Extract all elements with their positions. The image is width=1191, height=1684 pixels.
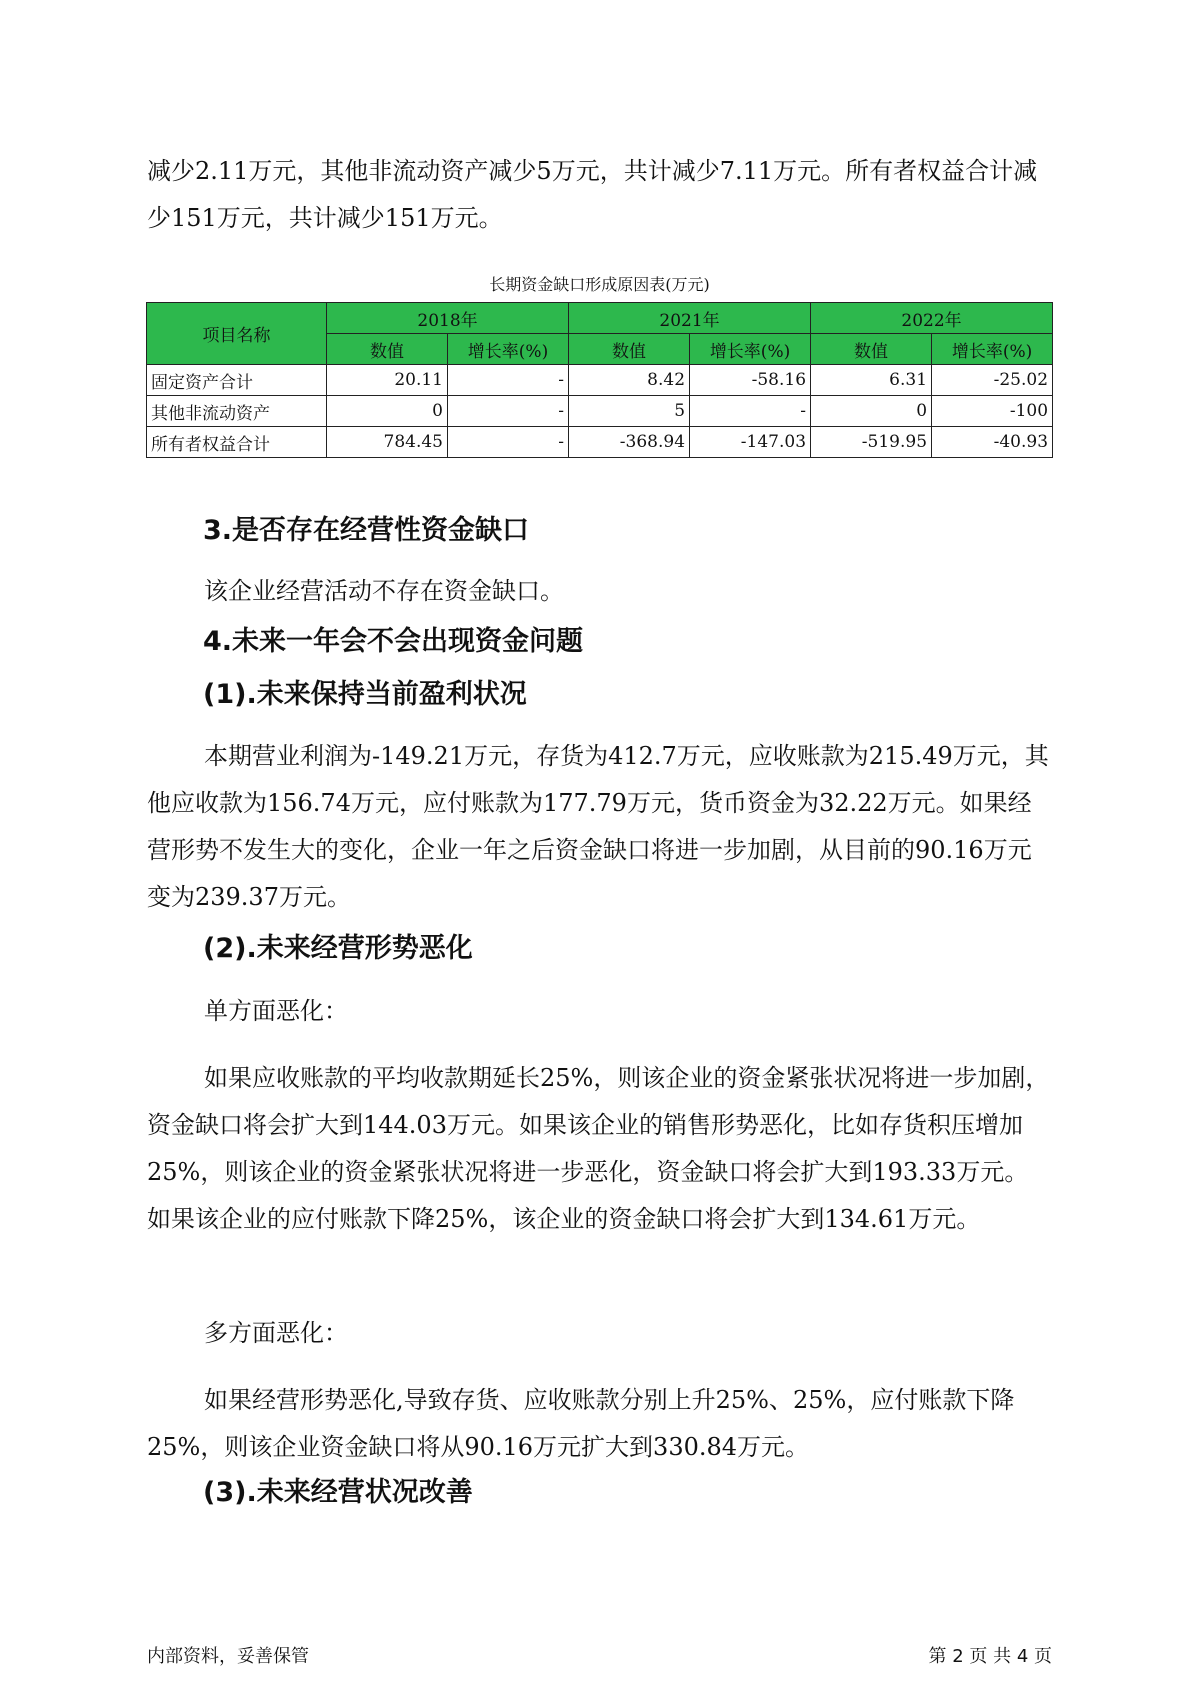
multi-deterioration-label: 多方面恶化： [204, 1319, 348, 1347]
table-cell: -40.93 [932, 427, 1053, 458]
table-cell: 20.11 [327, 365, 448, 396]
intro-paragraph: 减少2.11万元，其他非流动资产减少5万元，共计减少7.11万元。所有者权益合计减少151万元，共计减少151万元。 [147, 157, 1038, 232]
table-cell: 8.42 [569, 365, 690, 396]
table-cell: 0 [811, 396, 932, 427]
row-name: 固定资产合计 [147, 365, 327, 396]
table-cell: -58.16 [690, 365, 811, 396]
row-name: 所有者权益合计 [147, 427, 327, 458]
row-name: 其他非流动资产 [147, 396, 327, 427]
item-name-header: 项目名称 [147, 303, 327, 365]
table-cell: 0 [327, 396, 448, 427]
growth-header: 增长率(%) [932, 334, 1053, 365]
section-heading: 3.是否存在经营性资金缺口 [203, 515, 530, 546]
capital-gap-table [146, 302, 1053, 458]
subsection-heading: (1).未来保持当前盈利状况 [203, 679, 527, 710]
table-cell: - [448, 396, 569, 427]
table-cell: -25.02 [932, 365, 1053, 396]
table-cell: 5 [569, 396, 690, 427]
footer-page-number: 第 2 页 共 4 页 [928, 1646, 1052, 1667]
table-row [147, 365, 1053, 396]
table-cell: - [690, 396, 811, 427]
table-cell: -100 [932, 396, 1053, 427]
table-cell: -368.94 [569, 427, 690, 458]
subsection-heading: (2).未来经营形势恶化 [203, 933, 473, 964]
table-cell: 6.31 [811, 365, 932, 396]
year-header: 2018年 [327, 303, 569, 334]
single-deterioration-paragraph: 如果应收账款的平均收款期延长25%，则该企业的资金紧张状况将进一步加剧，资金缺口将会扩大到144.03万元。如果该企业的销售形势恶化，比如存货积压增加25%，则该企业的资金紧张状况将进一步恶化，资金缺口将会扩大到193.33万元。如果该企业的应付账款下降25%，该企业的资金缺口将会扩大到134.61万元。 [147, 1064, 1050, 1233]
single-deterioration-label: 单方面恶化： [204, 997, 348, 1025]
table-cell: - [448, 427, 569, 458]
year-header: 2021年 [569, 303, 811, 334]
year-header: 2022年 [811, 303, 1053, 334]
table-cell: -519.95 [811, 427, 932, 458]
subsection-paragraph: 本期营业利润为-149.21万元，存货为412.7万元，应收账款为215.49万元，其他应收款为156.74万元，应付账款为177.79万元，货币资金为32.22万元。如果经营形势不发生大的变化，企业一年之后资金缺口将进一步加剧，从目前的90.16万元变为239.37万元。 [147, 742, 1049, 911]
table-row [147, 427, 1053, 458]
section-heading: 4.未来一年会不会出现资金问题 [203, 626, 584, 657]
value-header: 数值 [811, 334, 932, 365]
subsection-heading: (3).未来经营状况改善 [203, 1477, 473, 1508]
table-cell: 784.45 [327, 427, 448, 458]
table-caption: 长期资金缺口形成原因表(万元) [489, 275, 710, 294]
multi-deterioration-paragraph: 如果经营形势恶化,导致存货、应收账款分别上升25%、25%，应付账款下降25%，则该企业资金缺口将从90.16万元扩大到330.84万元。 [147, 1386, 1015, 1461]
footer-confidential-note: 内部资料，妥善保管 [147, 1646, 309, 1667]
table-row [147, 396, 1053, 427]
value-header: 数值 [327, 334, 448, 365]
value-header: 数值 [569, 334, 690, 365]
growth-header: 增长率(%) [690, 334, 811, 365]
section-paragraph: 该企业经营活动不存在资金缺口。 [204, 577, 564, 605]
growth-header: 增长率(%) [448, 334, 569, 365]
table-cell: -147.03 [690, 427, 811, 458]
table-cell: - [448, 365, 569, 396]
